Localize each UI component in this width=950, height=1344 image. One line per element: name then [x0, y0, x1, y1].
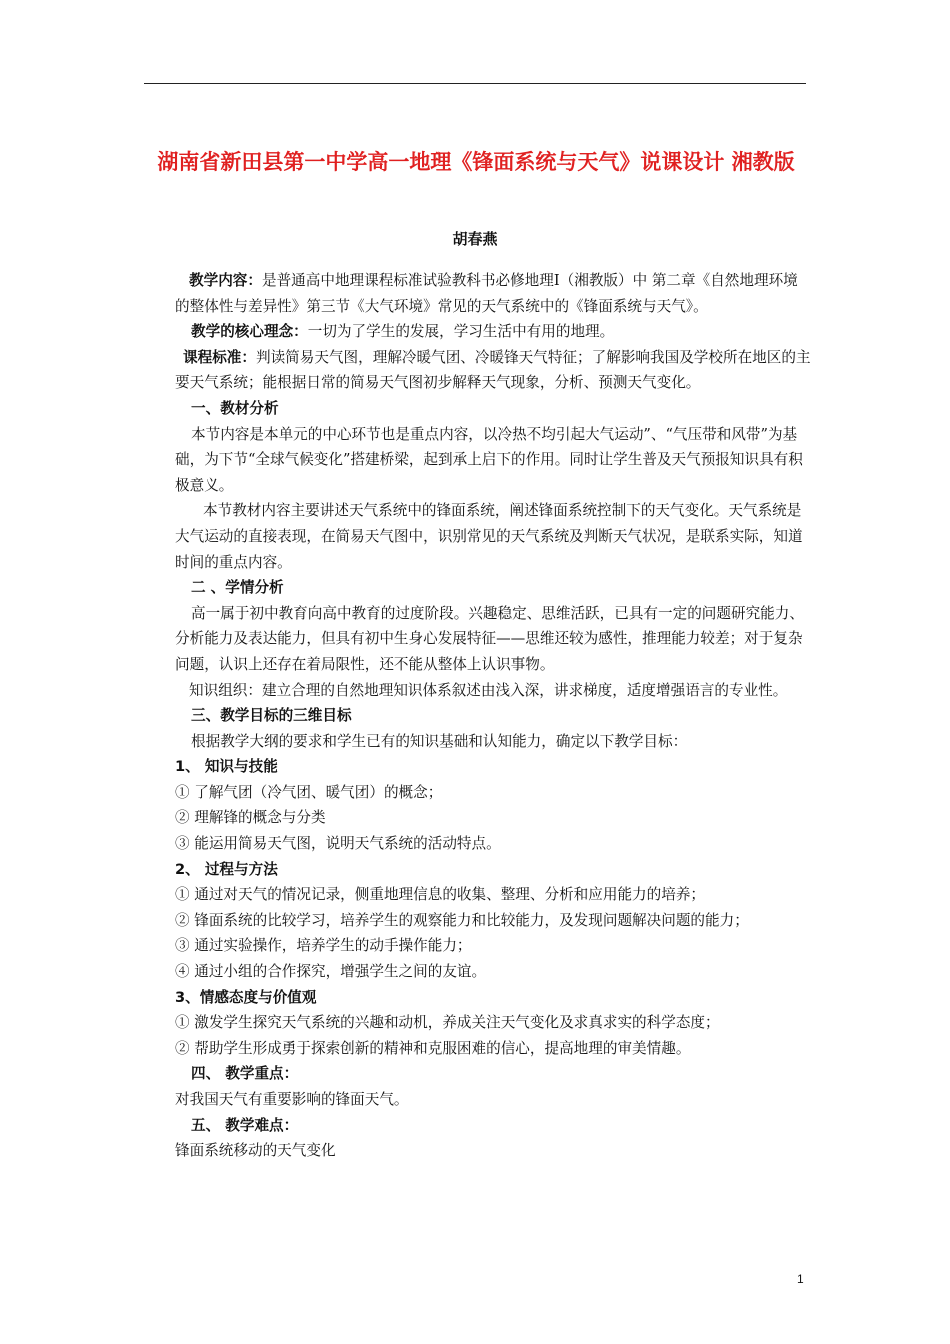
- standard-label: 课程标准：: [183, 348, 256, 366]
- teaching-content-paragraph: [175, 268, 811, 319]
- goal-item: ③ 通过实验操作，培养学生的动手操作能力；: [175, 937, 472, 955]
- document-title: 湖南省新田县第一中学高一地理《锋面系统与天气》说课设计 湘教版: [157, 150, 795, 174]
- section-paragraph: 知识组织：建立合理的自然地理知识体系叙述由浅入深，讲求梯度，适度增强语言的专业性。: [189, 681, 788, 699]
- section-heading: 一、教材分析: [191, 399, 279, 417]
- section-heading: 二 、学情分析: [191, 579, 284, 597]
- section-paragraph: 本节教材内容主要讲述天气系统中的锋面系统，阐述锋面系统控制下的天气变化。天气系统是大气运动的直接表现，在简易天气图中，识别常见的天气系统及判断天气状况，是联系实际，知道时间的重点内容。: [175, 502, 803, 571]
- goal-item: ② 帮助学生形成勇于探索创新的精神和克服困难的信心，提高地理的审美情趣。: [175, 1039, 691, 1057]
- header-rule: [144, 83, 806, 84]
- section-heading: 三、教学目标的三维目标: [191, 707, 352, 725]
- section-heading: 四、 教学重点：: [191, 1065, 299, 1083]
- goal-item: ① 通过对天气的情况记录，侧重地理信息的收集、整理、分析和应用能力的培养；: [175, 886, 706, 904]
- section-paragraph: 根据教学大纲的要求和学生已有的知识基础和认知能力，确定以下教学目标：: [191, 732, 688, 750]
- standard-text: 判读简易天气图，理解冷暖气团、冷暖锋天气特征；了解影响我国及学校所在地区的主要天气系统；能根据日常的简易天气图初步解释天气现象，分析、预测天气变化。: [175, 348, 811, 392]
- section-heading: 五、 教学难点：: [191, 1116, 299, 1134]
- goal-heading: 1、 知识与技能: [175, 758, 278, 776]
- standard-paragraph: [175, 345, 811, 396]
- core-concept-text: 一切为了学生的发展，学习生活中有用的地理。: [307, 323, 615, 341]
- goal-item: ② 理解锋的概念与分类: [175, 809, 326, 827]
- document-body: [175, 268, 811, 1164]
- goal-item: ② 锋面系统的比较学习，培养学生的观察能力和比较能力，及发现问题解决问题的能力；: [175, 911, 749, 929]
- goal-heading: 3、情感态度与价值观: [175, 988, 317, 1006]
- goal-item: ③ 能运用简易天气图，说明天气系统的活动特点。: [175, 835, 501, 853]
- core-concept-label: 教学的核心理念：: [191, 323, 308, 341]
- page-number: 1: [797, 1272, 804, 1286]
- goal-item: ④ 通过小组的合作探究，增强学生之间的友谊。: [175, 963, 487, 981]
- author-name: 胡春燕: [452, 230, 498, 248]
- teaching-content-label: 教学内容：: [189, 272, 262, 289]
- core-concept-paragraph: [175, 319, 811, 345]
- section-paragraph: 对我国天气有重要影响的锋面天气。: [175, 1091, 409, 1108]
- section-paragraph: 高一属于初中教育向高中教育的过度阶段。兴趣稳定、思维活跃，已具有一定的问题研究能力、分析能力及表达能力，但具有初中生身心发展特征——思维还较为感性，推理能力较差；对于复杂问题，认识上还存在着局限性，还不能从整体上认识事物。: [175, 604, 804, 673]
- teaching-content-text: 是普通高中地理课程标准试验教科书必修地理Ⅰ（湘教版）中 第二章《自然地理环境的整体性与差异性》第三节《大气环境》常见的天气系统中的《锋面系统与天气》。: [175, 272, 798, 315]
- goal-item: ① 了解气团（冷气团、暖气团）的概念；: [175, 783, 443, 801]
- goal-item: ① 激发学生探究天气系统的兴趣和动机，养成关注天气变化及求真求实的科学态度；: [175, 1014, 720, 1032]
- section-paragraph: 本节内容是本单元的中心环节也是重点内容，以冷热不均引起大气运动”、“气压带和风带”为基础，为下节“全球气候变化”搭建桥梁，起到承上启下的作用。同时让学生普及天气预报知识具有积极意义。: [175, 425, 803, 494]
- goal-heading: 2、 过程与方法: [175, 860, 278, 878]
- section-paragraph: 锋面系统移动的天气变化: [175, 1142, 336, 1160]
